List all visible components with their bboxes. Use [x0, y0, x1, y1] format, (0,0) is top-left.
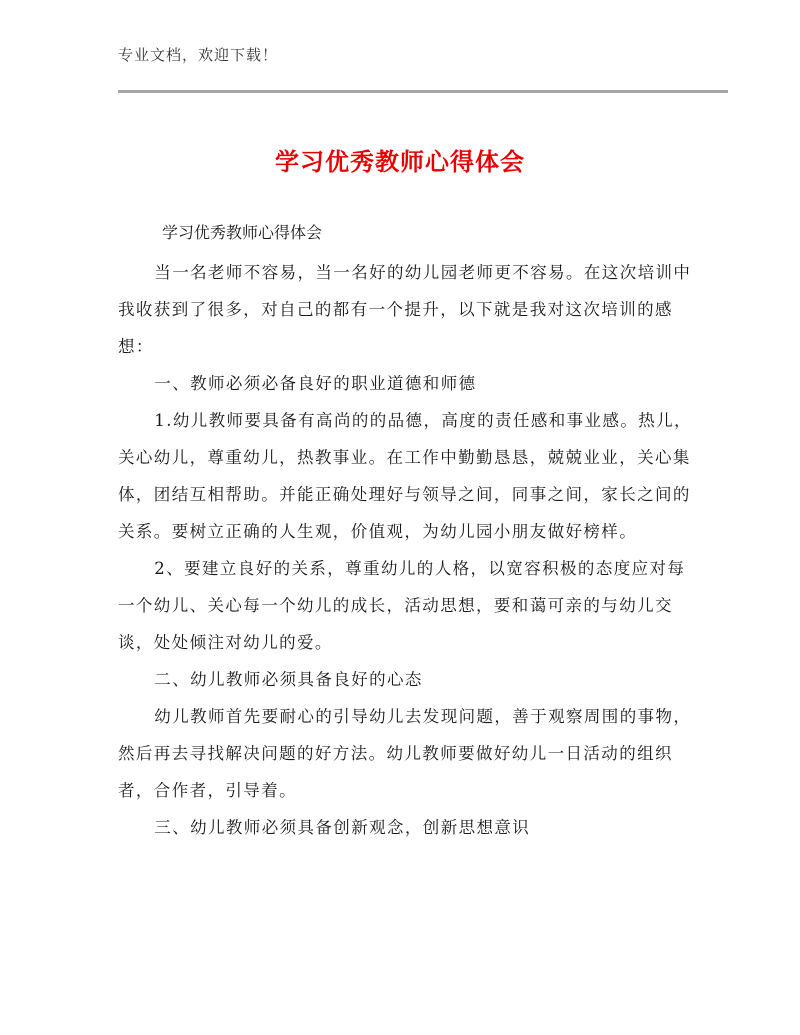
header-note: 专业文档，欢迎下载！: [118, 46, 279, 64]
document-subtitle: 学习优秀教师心得体会: [162, 223, 323, 242]
paragraph: 幼儿教师首先要耐心的引导幼儿去发现问题，善于观察周围的事物，然后再去寻找解决问题的好方法。幼儿教师要做好幼儿一日活动的组织者，合作者，引导着。: [118, 707, 692, 800]
document-body: [118, 254, 693, 846]
header-divider: [118, 90, 728, 93]
paragraph: 当一名老师不容易，当一名好的幼儿园老师更不容易。在这次培训中我收获到了很多，对自己的都有一个提升，以下就是我对这次培训的感想：: [118, 263, 692, 356]
section-heading: 二、幼儿教师必须具备良好的心态: [154, 670, 423, 689]
section-heading: 一、教师必须必备良好的职业道德和师德: [154, 374, 477, 393]
paragraph: 2、要建立良好的关系，尊重幼儿的人格，以宽容积极的态度应对每一个幼儿、关心每一个幼儿的成长，活动思想，要和蔼可亲的与幼儿交谈，处处倾注对幼儿的爱。: [118, 559, 686, 652]
paragraph: 1.幼儿教师要具备有高尚的的品德，高度的责任感和事业感。热儿，关心幼儿，尊重幼儿，热教事业。在工作中勤勤恳恳，兢兢业业，关心集体，团结互相帮助。并能正确处理好与领导之间，同事之间，家长之间的关系。要树立正确的人生观，价值观，为幼儿园小朋友做好榜样。: [118, 411, 692, 541]
section-heading: 三、幼儿教师必须具备创新观念，创新思想意识: [154, 818, 531, 837]
document-title: 学习优秀教师心得体会: [275, 148, 525, 176]
